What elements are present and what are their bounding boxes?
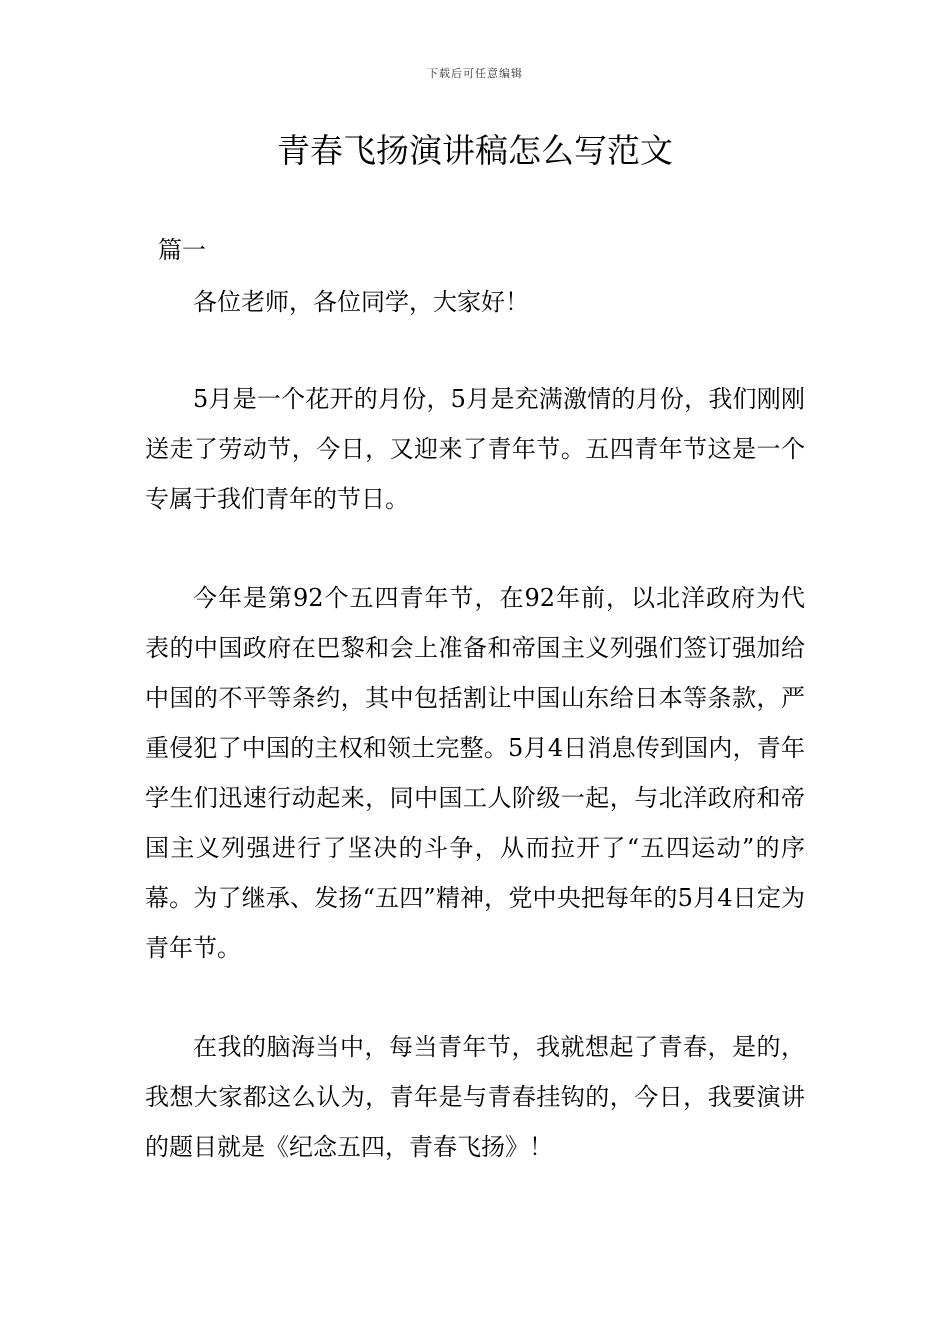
paragraph-text: 今年是第92个五四青年节，在92年前，以北洋政府为代表的中国政府在巴黎和会上准备和帝国主义列强们签订强加给中国的不平等条约，其中包括割让中国山东给日本等条款，严重侵犯了中国的主权和领土完整。5月4日消息传到国内，青年学生们迅速行动起来，同中国工人阶级一起，与北洋政府和帝国主义列强进行了坚决的斗争，从而拉开了“五四运动”的序幕。为了继承、发扬“五四”精神，党中央把每年的5月4日定为青年节。 [145, 584, 805, 962]
section-label: 篇一 [158, 236, 206, 264]
paragraph-greeting [145, 277, 805, 327]
paragraph-text: 在我的脑海当中，每当青年节，我就想起了青春，是的，我想大家都这么认为，青年是与青春挂钩的，今日，我要演讲的题目就是《纪念五四，青春飞扬》！ [145, 1033, 805, 1161]
paragraph-2 [145, 573, 805, 973]
paragraph-1 [145, 374, 805, 524]
paragraph-3 [145, 1022, 805, 1172]
paragraph-text: 5月是一个花开的月份，5月是充满激情的月份，我们刚刚送走了劳动节，今日，又迎来了青年节。五四青年节这是一个专属于我们青年的节日。 [145, 385, 805, 513]
header-note: 下载后可任意编辑 [427, 67, 523, 80]
document-title: 青春飞扬演讲稿怎么写范文 [277, 131, 673, 170]
paragraph-text: 各位老师，各位同学，大家好！ [193, 288, 529, 316]
